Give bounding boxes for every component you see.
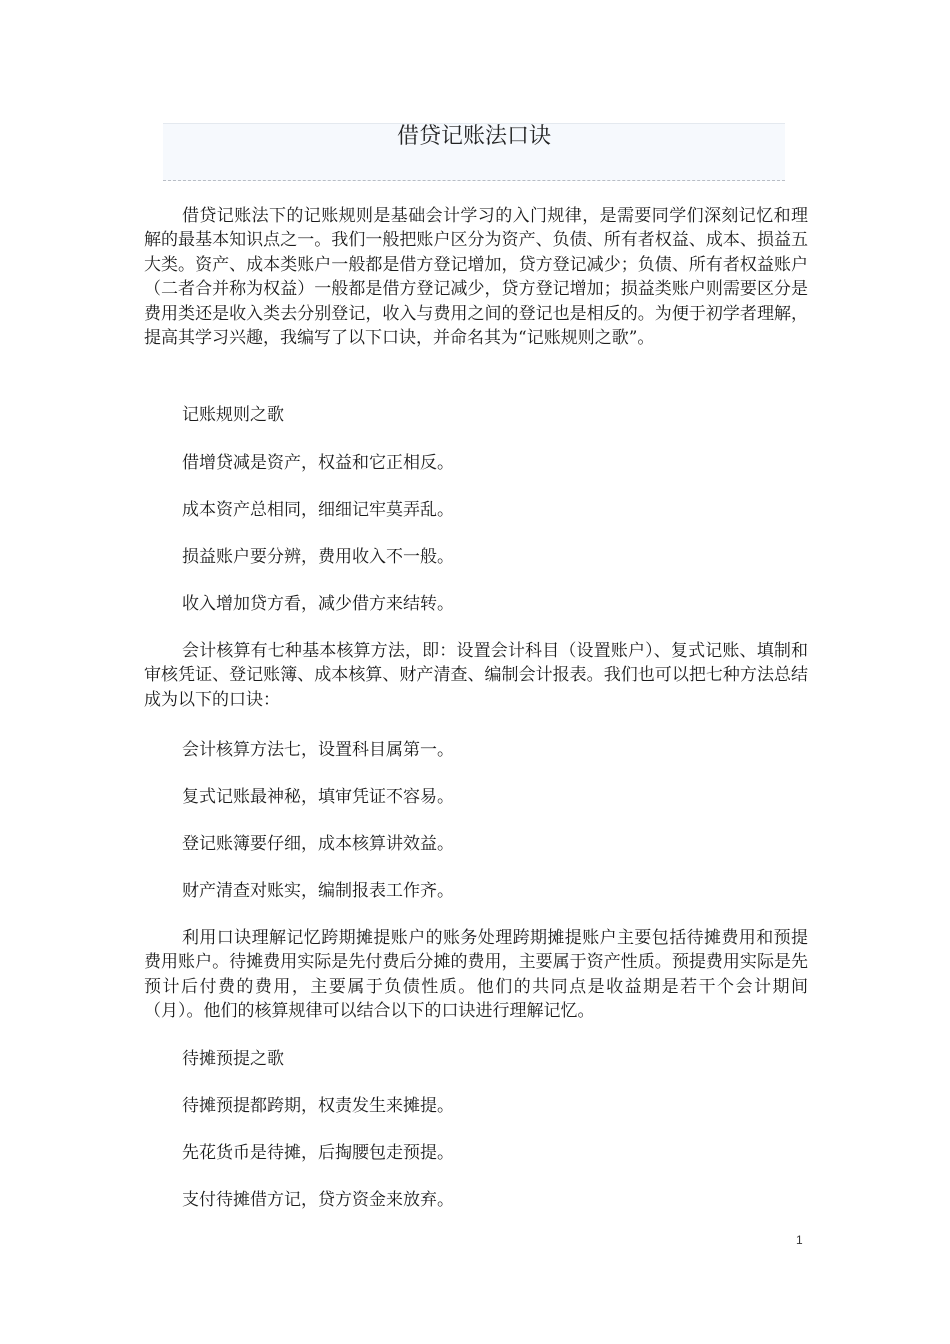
document-title: 借贷记账法口诀 <box>396 124 551 149</box>
song3-line-1: 待摊预提都跨期，权责发生来摊提。 <box>182 1096 454 1116</box>
song1-line-2: 成本资产总相同，细细记牢莫弄乱。 <box>182 500 454 520</box>
intro-paragraph: 借贷记账法下的记账规则是基础会计学习的入门规律，是需要同学们深刻记忆和理解的最基本知识点之一。我们一般把账户区分为资产、负债、所有者权益、成本、损益五大类。资产、成本类账户一般都是借方登记增加，贷方登记减少；负债、所有者权益账户（二者合并称为权益）一般都是借方登记减少，贷方登记增加；损益类账户则需要区分是费用类还是收入类去分别登记，收入与费用之间的登记也是相反的。为便于初学者理解，提高其学习兴趣，我编写了以下口诀，并命名其为“记账规则之歌”。 <box>144 206 808 349</box>
methods-paragraph: 会计核算有七种基本核算方法，即：设置会计科目（设置账户）、复式记账、填制和审核凭证、登记账簿、成本核算、财产清查、编制会计报表。我们也可以把七种方法总结成为以下的口诀： <box>144 641 808 710</box>
song2-line-2: 复式记账最神秘，填审凭证不容易。 <box>182 787 454 807</box>
song3-line-2: 先花货币是待摊，后掏腰包走预提。 <box>182 1143 454 1163</box>
song3-line-3: 支付待摊借方记，贷方资金来放弃。 <box>182 1190 454 1210</box>
accruals-paragraph: 利用口诀理解记忆跨期摊提账户的账务处理跨期摊提账户主要包括待摊费用和预提费用账户。待摊费用实际是先付费后分摊的费用，主要属于资产性质。预提费用实际是先预计后付费的费用，主要属于负债性质。他们的共同点是收益期是若干个会计期间（月）。他们的核算规律可以结合以下的口诀进行理解记忆。 <box>144 928 808 1022</box>
song3-heading: 待摊预提之歌 <box>182 1049 284 1069</box>
song2-line-1: 会计核算方法七，设置科目属第一。 <box>182 740 454 760</box>
song1-line-3: 损益账户要分辨，费用收入不一般。 <box>182 547 454 567</box>
song2-line-3: 登记账簿要仔细，成本核算讲效益。 <box>182 834 454 854</box>
page-number: 1 <box>796 1233 803 1247</box>
song1-heading: 记账规则之歌 <box>182 405 284 425</box>
song2-line-4: 财产清查对账实，编制报表工作齐。 <box>182 881 454 901</box>
song1-line-4: 收入增加贷方看，减少借方来结转。 <box>182 594 454 614</box>
title-banner <box>163 123 785 181</box>
song1-line-1: 借增贷减是资产，权益和它正相反。 <box>182 453 454 473</box>
